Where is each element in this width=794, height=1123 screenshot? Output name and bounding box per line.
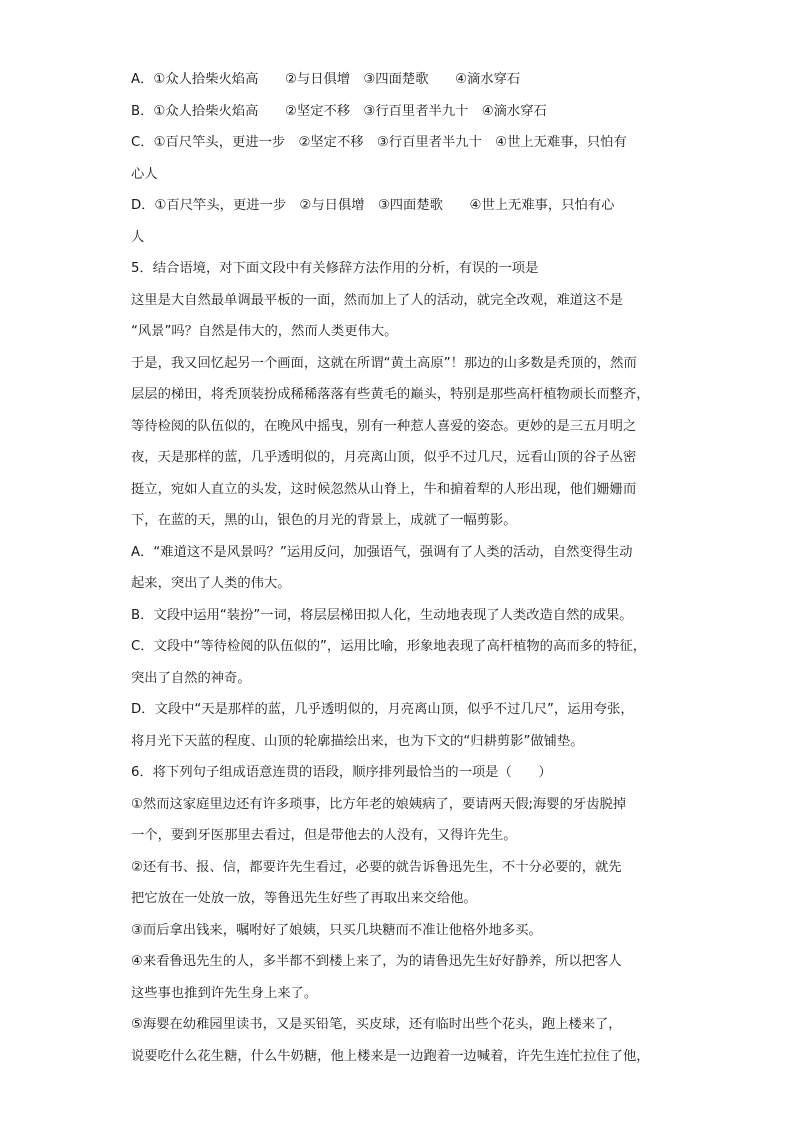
question-6-stem: 6．将下列句子组成语意连贯的语段，顺序排列最恰当的一项是（ ）	[131, 765, 552, 780]
document-body	[131, 64, 676, 1072]
option-5a-cont: 起来，突出了人类的伟大。	[131, 576, 291, 591]
option-5d-cont: 将月光下天蓝的程度、山顶的轮廓描绘出来，也为下文的“归耕剪影”做铺垫。	[131, 733, 584, 749]
option-4c: C．①百尺竿头，更进一步 ②坚定不移 ③行百里者半九十 ④世上无难事，只怕有	[131, 135, 627, 150]
passage-line: 层层的梯田，将秃顶装扮成稀稀落落有些黄毛的巅头，特别是那些高杆植物顽长而整齐，	[131, 387, 650, 402]
option-4d-cont: 人	[131, 229, 145, 245]
passage-line: 挺立，宛如人直立的头发，这时候忽然从山脊上，牛和掮着犁的人形出现，他们姗姗而	[131, 481, 637, 497]
sentence-5: ⑤海婴在幼稚园里读书，又是买铅笔，买皮球，还有临时出些个花头，跑上楼来了，	[131, 1017, 622, 1032]
sentence-2-cont: 把它放在一处放一放，等鲁迅先生好些了再取出来交给他。	[131, 891, 477, 906]
option-4c-cont: 心人	[131, 166, 158, 182]
option-4b: B．①众人拾柴火焰高 ②坚定不移 ③行百里者半九十 ④滴水穿石	[131, 103, 547, 119]
passage-line: 等待检阅的队伍似的，在晚风中摇曳，别有一种惹人喜爱的姿态。更妙的是三五月明之	[131, 418, 637, 434]
option-4d: D．①百尺竿头，更进一步 ②与日俱增 ③四面楚歌 ④世上无难事，只怕有心	[131, 198, 615, 213]
passage-line: 这里是大自然最单调最平板的一面，然而加上了人的活动，就完全改观，难道这不是	[131, 292, 623, 308]
passage-line: 下，在蓝的天，黑的山，银色的月光的背景上，成就了一幅剪影。	[131, 513, 517, 528]
passage-line: 于是，我又回忆起另一个画面，这就在所谓“黄土高原”！那边的山多数是秃顶的，然而	[131, 355, 637, 371]
sentence-4: ④来看鲁迅先生的人，多半都不到楼上来了，为的请鲁迅先生好好静养，所以把客人	[131, 954, 622, 969]
option-5c-cont: 突出了自然的神奇。	[131, 670, 251, 686]
option-5b: B．文段中运用“装扮”一词，将层层梯田拟人化，生动地表现了人类改造自然的成果。	[131, 607, 633, 623]
sentence-2: ②还有书、报、信，都要许先生看过，必要的就告诉鲁迅先生，不十分必要的，就先	[131, 859, 622, 875]
option-5a: A．“难道这不是风景吗？”运用反问，加强语气，强调有了人类的活动，自然变得生动	[131, 544, 633, 560]
sentence-3: ③而后拿出钱来，嘱咐好了娘姨，只买几块糖而不准让他格外地多买。	[131, 922, 542, 938]
sentence-1: ①然而这家庭里边还有许多琐事，比方年老的娘姨病了，要请两天假;海婴的牙齿脱掉	[131, 796, 627, 812]
sentence-5-cont: 说要吃什么花生糖，什么牛奶糖，他上楼来是一边跑着一边喊着，许先生连忙拉住了他，	[131, 1048, 650, 1064]
sentence-4-cont: 这些事也推到许先生身上来了。	[131, 985, 318, 1001]
option-5c: C．文段中“等待检阅的队伍似的”，运用比喻，形象地表现了高杆植物的高而多的特征，	[131, 639, 647, 654]
passage-line: “风景”吗？自然是伟大的，然而人类更伟大。	[131, 324, 398, 339]
option-4a: A．①众人拾柴火焰高 ②与日俱增 ③四面楚歌 ④滴水穿石	[131, 72, 521, 87]
question-5-stem: 5．结合语境，对下面文段中有关修辞方法作用的分析，有误的一项是	[131, 261, 539, 276]
sentence-1-cont: 一个，要到牙医那里去看过，但是带他去的人没有，又得许先生。	[131, 828, 517, 843]
passage-line: 夜，天是那样的蓝，几乎透明似的，月亮离山顶，似乎不过几尺，远看山顶的谷子丛密	[131, 450, 637, 465]
option-5d: D．文段中“天是那样的蓝，几乎透明似的，月亮离山顶，似乎不过几尺”，运用夸张，	[131, 702, 634, 717]
